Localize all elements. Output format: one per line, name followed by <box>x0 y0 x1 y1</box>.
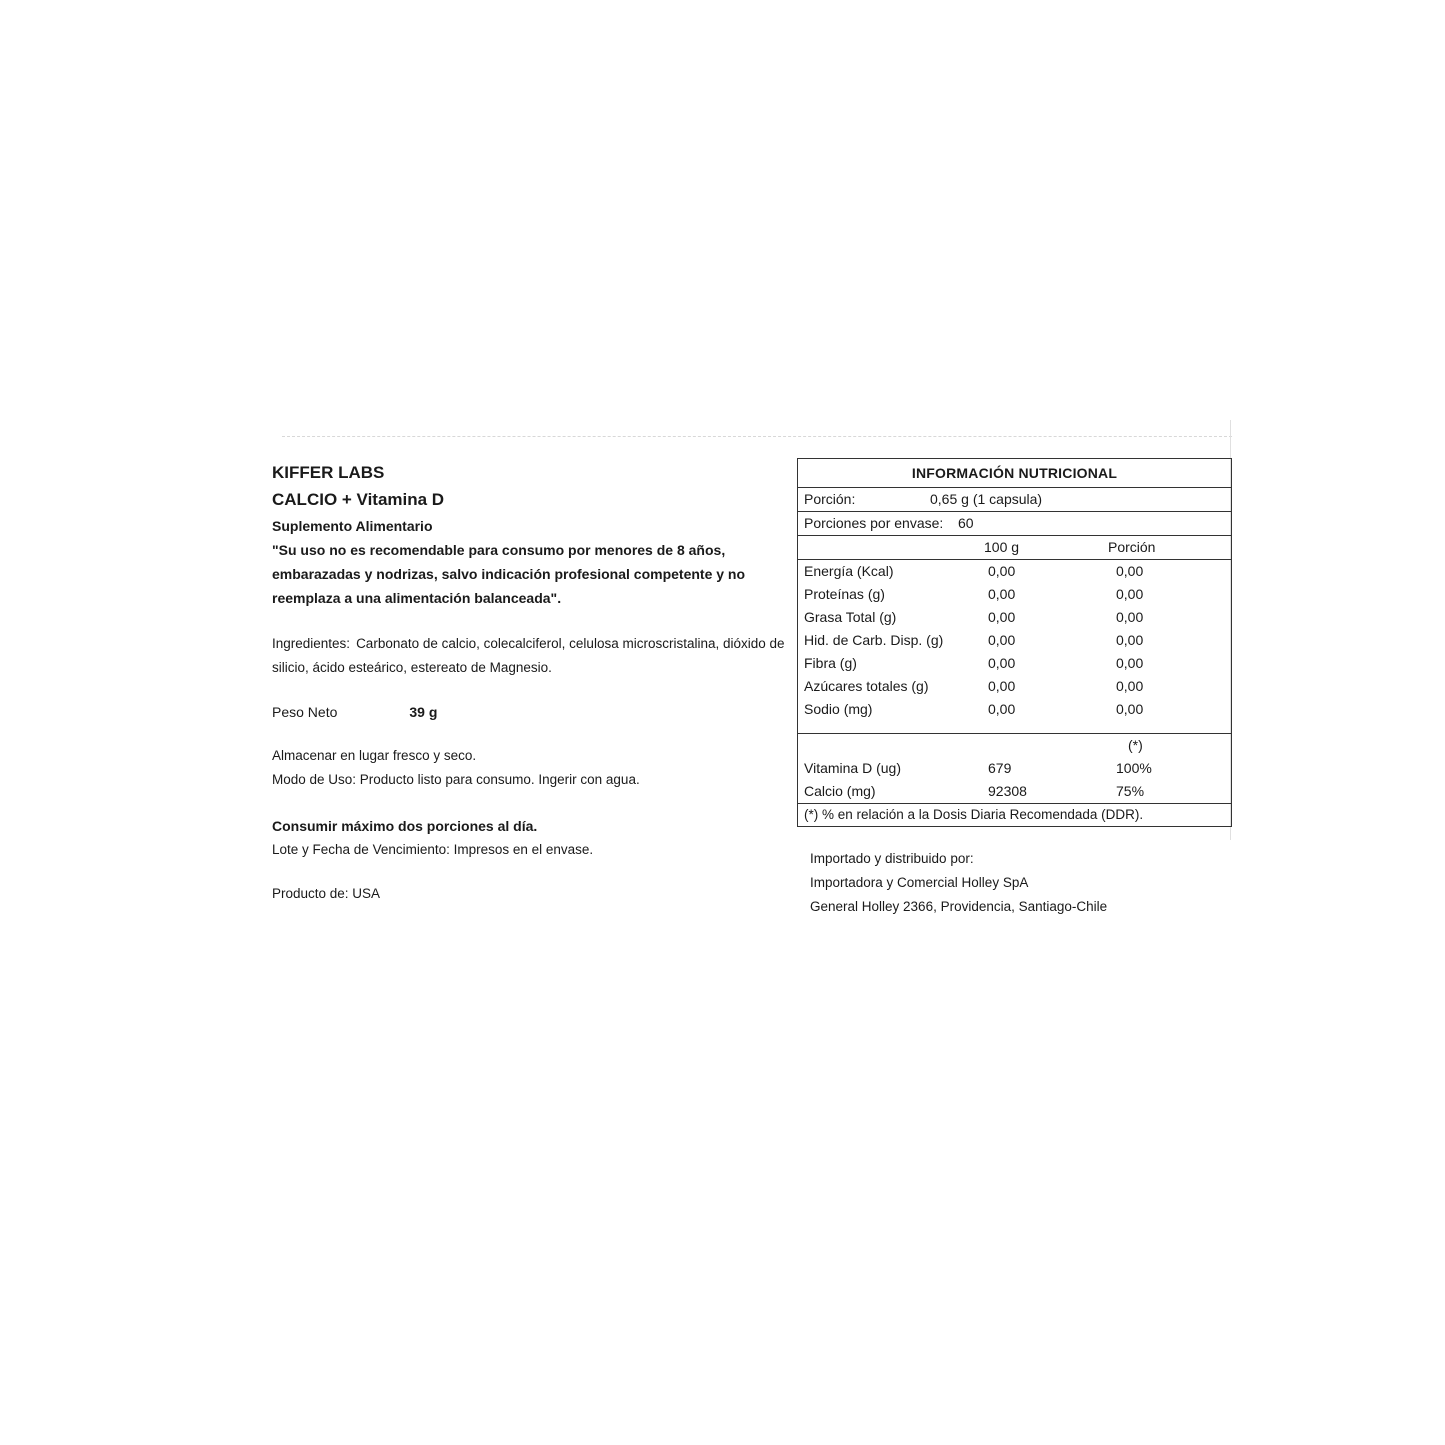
nutrient-name: Azúcares totales (g) <box>804 678 929 694</box>
ingredients <box>272 632 802 680</box>
nutrient-value-100g: 0,00 <box>988 678 1016 694</box>
nutrient-value-portion: 0,00 <box>1116 563 1144 579</box>
nutrient-name: Hid. de Carb. Disp. (g) <box>804 632 944 648</box>
lot-info: Lote y Fecha de Vencimiento: Impresos en el envase. <box>272 842 594 857</box>
nutrition-title: INFORMACIÓN NUTRICIONAL <box>798 459 1231 488</box>
nutrient-value-100g: 0,00 <box>988 701 1016 717</box>
nutrient-row <box>798 560 1231 583</box>
ingredients-text: Carbonato de calcio, colecalciferol, celulosa microscristalina, dióxido de silicio, ácido esteárico, estereato de Magnesio. <box>272 636 785 675</box>
vitamin-row <box>798 757 1231 780</box>
nutrient-value-100g: 0,00 <box>988 586 1016 602</box>
nutrient-name: Calcio (mg) <box>804 783 876 799</box>
nutrient-value-100g: 0,00 <box>988 632 1016 648</box>
importer-info <box>810 847 1107 919</box>
label-edge-top <box>282 436 1232 437</box>
product-info <box>272 460 792 906</box>
importer-line-1: Importado y distribuido por: <box>810 851 974 866</box>
nutrition-panel <box>797 458 1232 827</box>
nutrient-name: Sodio (mg) <box>804 701 873 717</box>
nutrient-name: Proteínas (g) <box>804 586 885 602</box>
nutrient-value-100g: 0,00 <box>988 609 1016 625</box>
ingredients-label: Ingredientes: <box>272 636 351 651</box>
nutrient-value-100g: 0,00 <box>988 655 1016 671</box>
nutrient-value-portion: 75% <box>1116 783 1145 799</box>
vitamin-rows <box>798 757 1231 803</box>
nutrient-name: Vitamina D (ug) <box>804 760 902 776</box>
storage-instructions <box>272 744 792 792</box>
nutrient-value-100g: 0,00 <box>988 563 1016 579</box>
nutrient-name: Grasa Total (g) <box>804 609 897 625</box>
nutrient-name: Energía (Kcal) <box>804 563 894 579</box>
nutrient-name: Fibra (g) <box>804 655 857 671</box>
serving-row <box>798 488 1231 512</box>
nutrient-row <box>798 629 1231 652</box>
nutrient-row <box>798 652 1231 675</box>
servings-label: Porciones por envase: <box>804 515 944 531</box>
net-weight-value: 39 g <box>409 704 438 720</box>
warning-text: "Su uso no es recomendable para consumo por menores de 8 años, embarazadas y nodrizas, salvo indicación profesional competente y no reemplaza a una alimentación balanceada". <box>272 542 746 606</box>
product-origin: Producto de: USA <box>272 886 381 901</box>
serving-label: Porción: <box>804 491 856 507</box>
nutrient-value-portion: 0,00 <box>1116 586 1144 602</box>
servings-row <box>798 512 1231 536</box>
nutrient-value-portion: 0,00 <box>1116 632 1144 648</box>
nutrient-row <box>798 583 1231 606</box>
footnote-mark-row <box>798 734 1231 757</box>
net-weight <box>272 700 792 724</box>
nutrient-value-portion: 0,00 <box>1116 655 1144 671</box>
product-category: Suplemento Alimentario <box>272 518 433 534</box>
nutrient-value-portion: 100% <box>1116 760 1152 776</box>
max-dose: Consumir máximo dos porciones al día. <box>272 818 538 834</box>
importer-line-2: Importadora y Comercial Holley SpA <box>810 875 1029 890</box>
net-weight-label: Peso Neto <box>272 704 338 720</box>
nutrient-row <box>798 698 1231 721</box>
serving-value: 0,65 g (1 capsula) <box>930 491 1043 507</box>
importer-line-3: General Holley 2366, Providencia, Santiago-Chile <box>810 899 1108 914</box>
column-header-row <box>798 536 1231 560</box>
nutrient-row <box>798 606 1231 629</box>
nutrient-spacer <box>798 721 1231 734</box>
vitamin-row <box>798 780 1231 803</box>
storage-text: Almacenar en lugar fresco y seco. <box>272 748 477 763</box>
nutrient-value-100g: 679 <box>988 760 1012 776</box>
column-header-portion: Porción <box>1108 539 1156 555</box>
ddr-note: (*) % en relación a la Dosis Diaria Recomendada (DDR). <box>798 803 1231 826</box>
footnote-mark: (*) <box>1128 737 1143 753</box>
nutrient-rows <box>798 560 1231 721</box>
usage-text: Modo de Uso: Producto listo para consumo. Ingerir con agua. <box>272 772 640 787</box>
nutrient-value-portion: 0,00 <box>1116 609 1144 625</box>
nutrient-value-portion: 0,00 <box>1116 701 1144 717</box>
column-header-100g: 100 g <box>984 539 1020 555</box>
brand-name: KIFFER LABS <box>272 463 385 482</box>
servings-value: 60 <box>958 515 974 531</box>
product-name: CALCIO + Vitamina D <box>272 490 445 509</box>
nutrient-value-portion: 0,00 <box>1116 678 1144 694</box>
nutrient-row <box>798 675 1231 698</box>
nutrient-value-100g: 92308 <box>988 783 1027 799</box>
